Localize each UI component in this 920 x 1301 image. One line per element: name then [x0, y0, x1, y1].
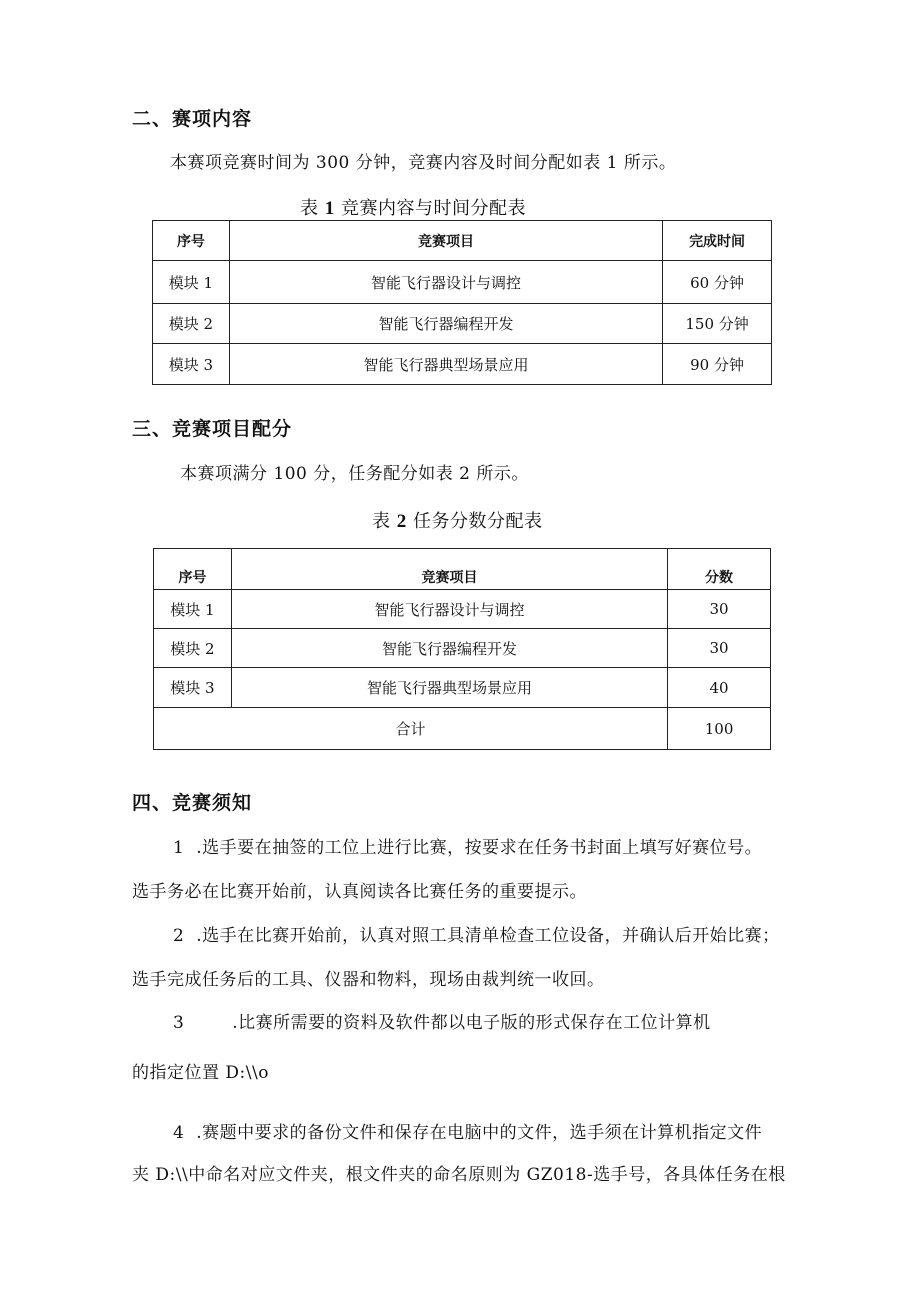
notice-text: .选手要在抽签的工位上进行比赛，按要求在任务书封面上填写好赛位号。	[196, 838, 763, 858]
header-time: 完成时间	[663, 221, 772, 261]
table-2-caption-number: 2	[396, 511, 407, 532]
cell-item: 智能飞行器编程开发	[231, 629, 667, 668]
cell-item: 智能飞行器设计与调控	[231, 590, 667, 629]
total-label: 合计	[154, 708, 668, 750]
table-header-row	[154, 549, 771, 590]
time-allocation-table	[152, 220, 772, 385]
section-2-heading: 二、赛项内容	[132, 108, 253, 130]
cell-time: 60 分钟	[663, 261, 772, 304]
notice-text: .比赛所需要的资料及软件都以电子版的形式保存在工位计算机	[232, 1013, 711, 1033]
header-item: 竞赛项目	[231, 549, 667, 590]
cell-no: 模块 2	[153, 304, 230, 344]
notice-item-4	[173, 1118, 762, 1143]
table-row	[154, 668, 771, 708]
cell-item: 智能飞行器编程开发	[229, 304, 662, 344]
cell-item: 智能飞行器典型场景应用	[229, 344, 662, 385]
cell-item: 智能飞行器设计与调控	[229, 261, 662, 304]
notice-item-4-continued: 夹 D:\\中命名对应文件夹，根文件夹的命名原则为 GZ018-选手号，各具体任务在根	[132, 1165, 786, 1185]
table-2-caption-text: 任务分数分配表	[412, 511, 543, 532]
cell-item: 智能飞行器典型场景应用	[231, 668, 667, 708]
cell-no: 模块 3	[154, 668, 232, 708]
notice-item-1-continued: 选手务必在比赛开始前，认真阅读各比赛任务的重要提示。	[132, 882, 587, 902]
cell-no: 模块 3	[153, 344, 230, 385]
total-value: 100	[668, 708, 771, 750]
cell-score: 30	[668, 590, 771, 629]
cell-no: 模块 2	[154, 629, 232, 668]
cell-no: 模块 1	[153, 261, 230, 304]
section-4-heading: 四、竞赛须知	[132, 792, 253, 814]
table-row	[153, 304, 772, 344]
table-1-caption-text: 竞赛内容与时间分配表	[340, 198, 526, 219]
header-score: 分数	[668, 549, 771, 590]
header-no: 序号	[153, 221, 230, 261]
header-no: 序号	[154, 549, 232, 590]
notice-item-3-continued: 的指定位置 D:\\o	[132, 1063, 269, 1083]
cell-time: 150 分钟	[663, 304, 772, 344]
table-row	[154, 629, 771, 668]
table-header-row	[153, 221, 772, 261]
notice-number: 3	[173, 1013, 185, 1033]
table-1-caption	[300, 194, 526, 220]
notice-item-2	[173, 921, 780, 946]
cell-time: 90 分钟	[663, 344, 772, 385]
table-row	[153, 344, 772, 385]
notice-text: .赛题中要求的备份文件和保存在电脑中的文件，选手须在计算机指定文件	[196, 1123, 763, 1143]
header-item: 竞赛项目	[229, 221, 662, 261]
cell-score: 30	[668, 629, 771, 668]
table-total-row	[154, 708, 771, 750]
table-2-caption-prefix: 表	[372, 511, 391, 532]
notice-text: .选手在比赛开始前，认真对照工具清单检查工位设备，并确认后开始比赛；	[196, 926, 780, 946]
section-3-heading: 三、竞赛项目配分	[132, 418, 293, 440]
section-3-intro: 本赛项满分 100 分，任务配分如表 2 所示。	[180, 464, 529, 484]
notice-number: 4	[173, 1123, 185, 1143]
notice-number: 2	[173, 926, 185, 946]
notice-item-1	[173, 833, 762, 858]
notice-number: 1	[173, 838, 185, 858]
score-allocation-table	[153, 548, 771, 750]
table-1-caption-prefix: 表	[300, 198, 319, 219]
cell-no: 模块 1	[154, 590, 232, 629]
table-row	[153, 261, 772, 304]
section-2-intro: 本赛项竞赛时间为 300 分钟，竞赛内容及时间分配如表 1 所示。	[170, 153, 677, 173]
table-2-caption	[372, 507, 542, 533]
notice-item-2-continued: 选手完成任务后的工具、仪器和物料，现场由裁判统一收回。	[132, 970, 605, 990]
cell-score: 40	[668, 668, 771, 708]
table-row	[154, 590, 771, 629]
notice-item-3	[173, 1008, 711, 1033]
table-1-caption-number: 1	[324, 198, 335, 219]
